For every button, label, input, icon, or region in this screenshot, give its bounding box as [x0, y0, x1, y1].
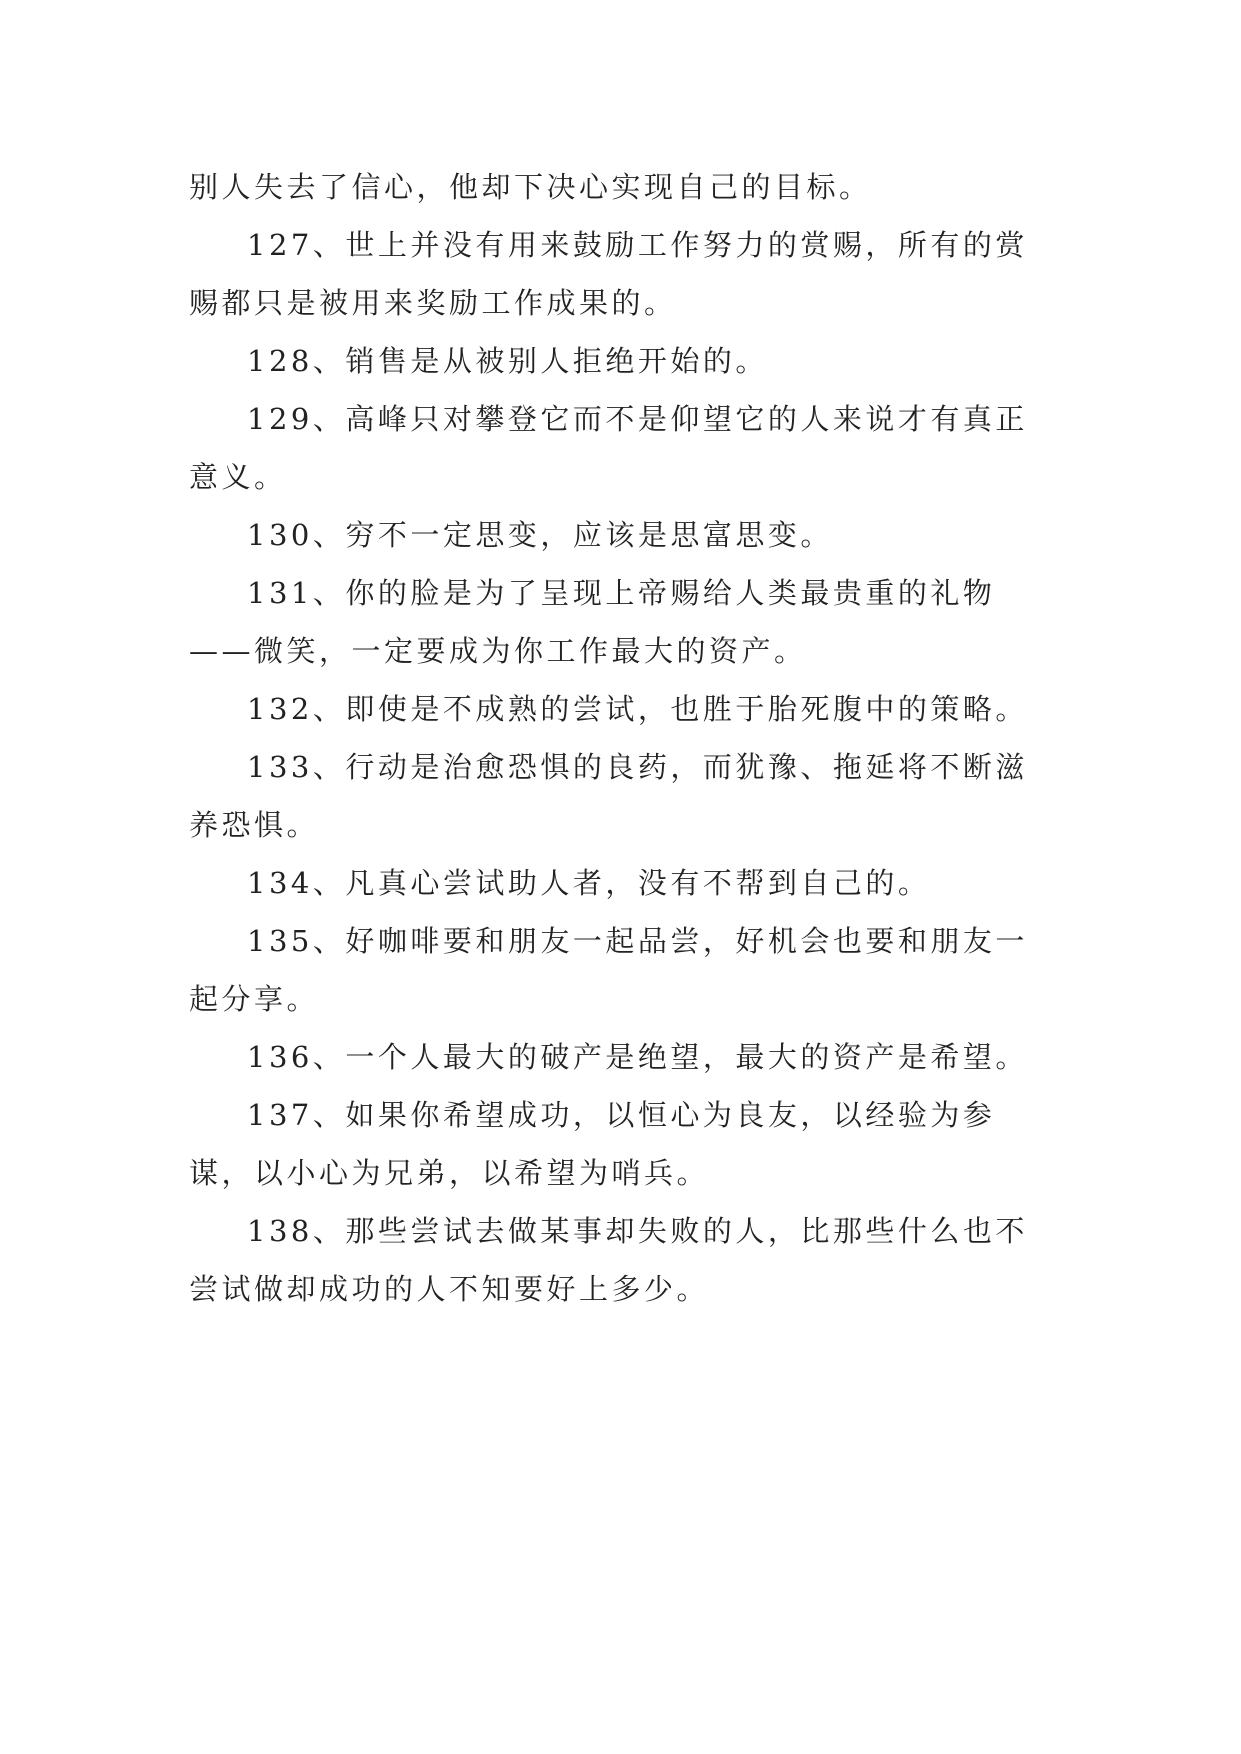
paragraph-127: 127、世上并没有用来鼓励工作努力的赏赐，所有的赏赐都只是被用来奖励工作成果的。 [189, 228, 1028, 320]
paragraph-135: 135、好咖啡要和朋友一起品尝，好机会也要和朋友一起分享。 [189, 924, 1028, 1016]
paragraph-128: 128、销售是从被别人拒绝开始的。 [247, 344, 768, 378]
paragraph-131: 131、你的脸是为了呈现上帝赐给人类最贵重的礼物——微笑，一定要成为你工作最大的资产。 [189, 576, 996, 668]
paragraph-137: 137、如果你希望成功，以恒心为良友，以经验为参谋，以小心为兄弟，以希望为哨兵。 [189, 1098, 996, 1190]
paragraph-130: 130、穷不一定思变，应该是思富思变。 [247, 518, 833, 552]
paragraph-129: 129、高峰只对攀登它而不是仰望它的人来说才有真正意义。 [189, 402, 1028, 494]
paragraph-continuation: 别人失去了信心，他却下决心实现自己的目标。 [189, 170, 872, 204]
paragraph-133: 133、行动是治愈恐惧的良药，而犹豫、拖延将不断滋养恐惧。 [189, 750, 1028, 842]
document-body [189, 158, 1053, 1318]
paragraph-136: 136、一个人最大的破产是绝望，最大的资产是希望。 [247, 1040, 1028, 1074]
paragraph-132: 132、即使是不成熟的尝试，也胜于胎死腹中的策略。 [247, 692, 1028, 726]
paragraph-134: 134、凡真心尝试助人者，没有不帮到自己的。 [247, 866, 931, 900]
paragraph-138: 138、那些尝试去做某事却失败的人，比那些什么也不尝试做却成功的人不知要好上多少。 [189, 1214, 1028, 1306]
